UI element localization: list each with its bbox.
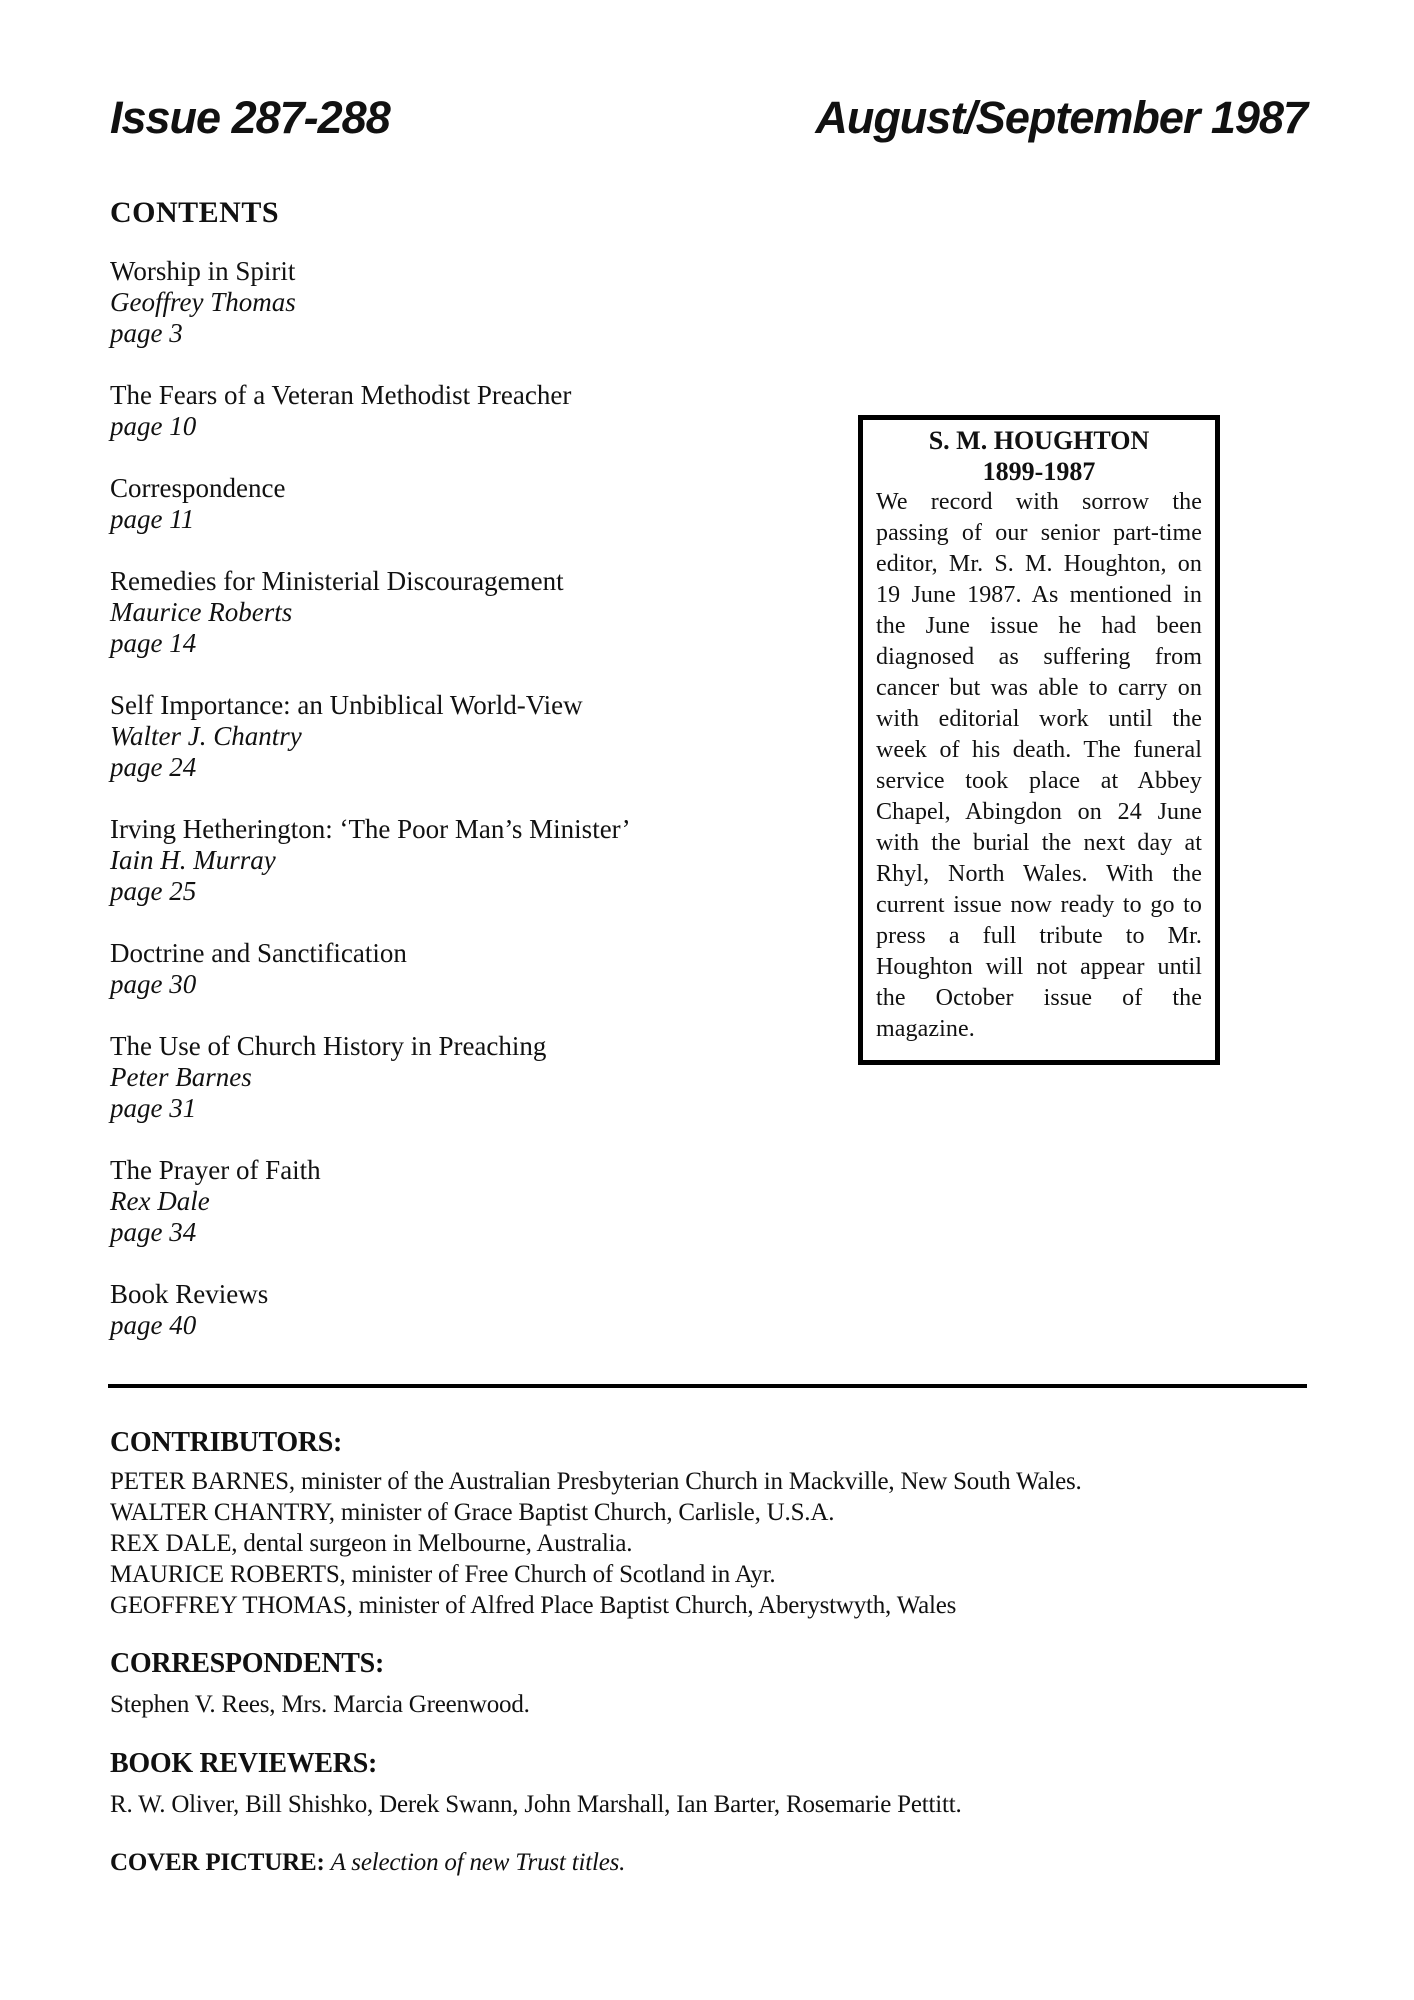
correspondents-heading: CORRESPONDENTS: [110, 1648, 384, 1679]
toc-entry-page: page 10 [110, 411, 197, 441]
obituary-text: We record with sorrow the passing of our senior part-time editor, Mr. S. M. Houghton, on 19 June 1987. As mentioned in the June issue he had been diagnosed as suffering from cancer but was able to carry on with editorial work until the week of his death. The funeral service took place at Abbey Chapel, Abingdon on 24 June with the burial the next day at Rhyl, North Wales. With the current issue now ready to go to press a full tribute to Mr. Houghton will not appear until the October issue of the magazine. [876, 489, 1202, 1042]
toc-entry [110, 256, 770, 349]
toc-entry-title: The Fears of a Veteran Methodist Preacher [110, 380, 572, 410]
toc-entry-page: page 11 [110, 504, 195, 534]
obituary-years: 1899-1987 [982, 457, 1096, 486]
contributors-list [110, 1466, 1082, 1621]
issue-date: August/September 1987 [815, 92, 1307, 143]
toc-entry-title: Book Reviews [110, 1279, 269, 1309]
toc-entry-page: page 3 [110, 318, 183, 348]
toc-entry-author: Rex Dale [110, 1186, 210, 1216]
toc-entry [110, 690, 770, 783]
contributors-heading: CONTRIBUTORS: [110, 1427, 343, 1458]
toc-entry-title: Remedies for Ministerial Discouragement [110, 566, 564, 596]
table-of-contents [110, 256, 770, 1372]
obituary-name: S. M. HOUGHTON [928, 426, 1150, 455]
toc-entry [110, 380, 770, 442]
list-item: MAURICE ROBERTS, minister of Free Church of Scotland in Ayr. [110, 1561, 776, 1588]
toc-entry [110, 938, 770, 1000]
contents-heading: CONTENTS [110, 196, 280, 229]
toc-entry-page: page 31 [110, 1093, 197, 1123]
obituary-box [858, 415, 1220, 1065]
cover-picture-line [110, 1847, 625, 1878]
toc-entry-author: Iain H. Murray [110, 845, 276, 875]
toc-entry-title: The Prayer of Faith [110, 1155, 321, 1185]
toc-entry-title: Irving Hetherington: ‘The Poor Man’s Minister’ [110, 814, 631, 844]
toc-entry-author: Maurice Roberts [110, 597, 293, 627]
toc-entry [110, 473, 770, 535]
list-item: REX DALE, dental surgeon in Melbourne, Australia. [110, 1530, 633, 1557]
toc-entry-page: page 25 [110, 876, 197, 906]
correspondents-list: Stephen V. Rees, Mrs. Marcia Greenwood. [110, 1691, 530, 1718]
toc-entry [110, 566, 770, 659]
cover-picture-caption: A selection of new Trust titles. [330, 1849, 626, 1876]
cover-picture-label: COVER PICTURE: [110, 1849, 325, 1876]
toc-entry-title: Self Importance: an Unbiblical World-View [110, 690, 583, 720]
toc-entry-title: The Use of Church History in Preaching [110, 1031, 547, 1061]
toc-entry-title: Worship in Spirit [110, 256, 296, 286]
toc-entry [110, 1279, 770, 1341]
toc-entry [110, 814, 770, 907]
book-reviewers-heading: BOOK REVIEWERS: [110, 1748, 377, 1779]
list-item: PETER BARNES, minister of the Australian Presbyterian Church in Mackville, New South Wales. [110, 1468, 1082, 1495]
list-item: WALTER CHANTRY, minister of Grace Baptist Church, Carlisle, U.S.A. [110, 1499, 835, 1526]
toc-entry-author: Geoffrey Thomas [110, 287, 296, 317]
list-item: GEOFFREY THOMAS, minister of Alfred Place Baptist Church, Aberystwyth, Wales [110, 1592, 957, 1619]
issue-number: Issue 287-288 [110, 92, 390, 143]
toc-entry-page: page 34 [110, 1217, 197, 1247]
toc-entry [110, 1155, 770, 1248]
toc-entry-title: Doctrine and Sanctification [110, 938, 407, 968]
toc-entry-page: page 30 [110, 969, 197, 999]
toc-entry [110, 1031, 770, 1124]
horizontal-rule [108, 1384, 1307, 1388]
book-reviewers-list: R. W. Oliver, Bill Shishko, Derek Swann, John Marshall, Ian Barter, Rosemarie Pettitt. [110, 1791, 962, 1818]
toc-entry-author: Walter J. Chantry [110, 721, 302, 751]
toc-entry-author: Peter Barnes [110, 1062, 252, 1092]
masthead [110, 92, 1307, 144]
toc-entry-page: page 24 [110, 752, 197, 782]
toc-entry-title: Correspondence [110, 473, 286, 503]
toc-entry-page: page 14 [110, 628, 197, 658]
toc-entry-page: page 40 [110, 1310, 197, 1340]
